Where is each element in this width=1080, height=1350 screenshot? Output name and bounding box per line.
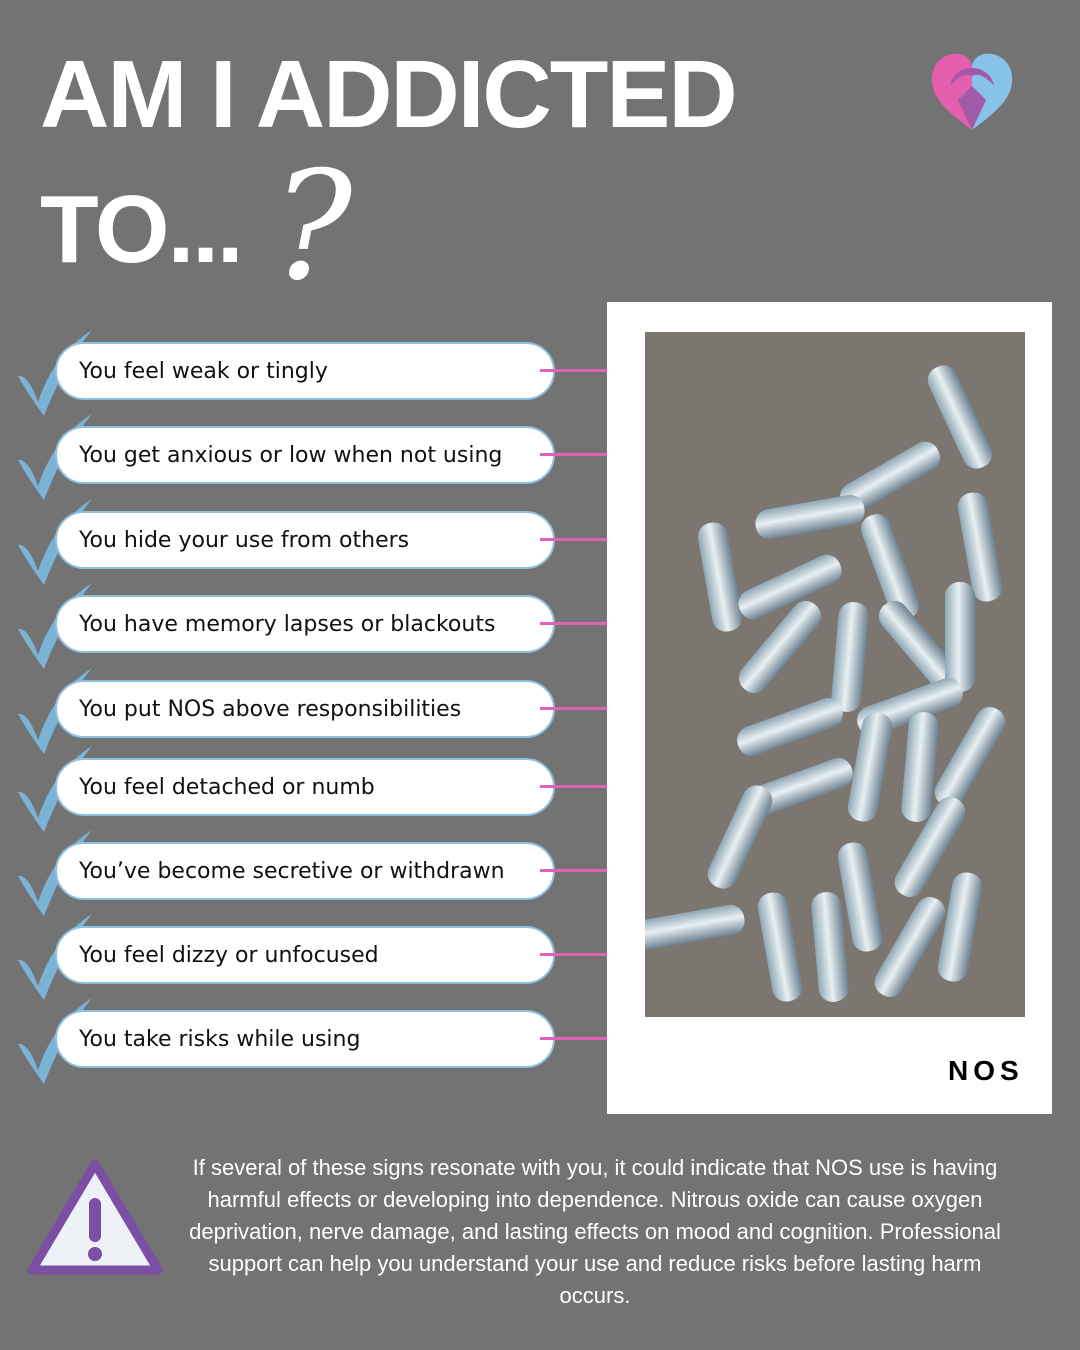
- footer-disclaimer: If several of these signs resonate with you, it could indicate that NOS use is having harmful effects or developing into dependence. Nitrous oxide can cause oxygen deprivation, nerve damage, and lasting effects on mood and cognition. Professional support can help you understand your use and reduce risks before lasting harm occurs.: [189, 1155, 1001, 1308]
- symptom-label: You take risks while using: [79, 1026, 361, 1052]
- heart-hands-logo-icon: [928, 50, 1016, 134]
- title-line-1: AM I ADDICTED: [40, 41, 736, 148]
- nos-canisters-photo: [645, 332, 1025, 1017]
- warning-icon: [26, 1158, 164, 1276]
- symptom-label: You feel weak or tingly: [79, 358, 328, 384]
- symptom-label: You feel detached or numb: [79, 774, 375, 800]
- symptom-pill: [55, 595, 555, 653]
- symptom-pill: [55, 680, 555, 738]
- symptom-pill: [55, 426, 555, 484]
- symptom-label: You have memory lapses or blackouts: [79, 611, 496, 637]
- symptom-pill: [55, 342, 555, 400]
- symptom-pill: [55, 511, 555, 569]
- symptom-label: You hide your use from others: [79, 527, 410, 553]
- photo-caption: NOS: [948, 1055, 1024, 1086]
- symptom-label: You feel dizzy or unfocused: [79, 942, 379, 968]
- symptom-pill: [55, 842, 555, 900]
- symptom-pill: [55, 1010, 555, 1068]
- title-line-2: TO...: [40, 176, 242, 283]
- symptom-label: You get anxious or low when not using: [79, 442, 503, 468]
- symptom-label: You’ve become secretive or withdrawn: [79, 858, 505, 884]
- question-mark: ?: [272, 140, 353, 314]
- symptom-label: You put NOS above responsibilities: [79, 696, 462, 722]
- symptom-pill: [55, 758, 555, 816]
- symptom-pill: [55, 926, 555, 984]
